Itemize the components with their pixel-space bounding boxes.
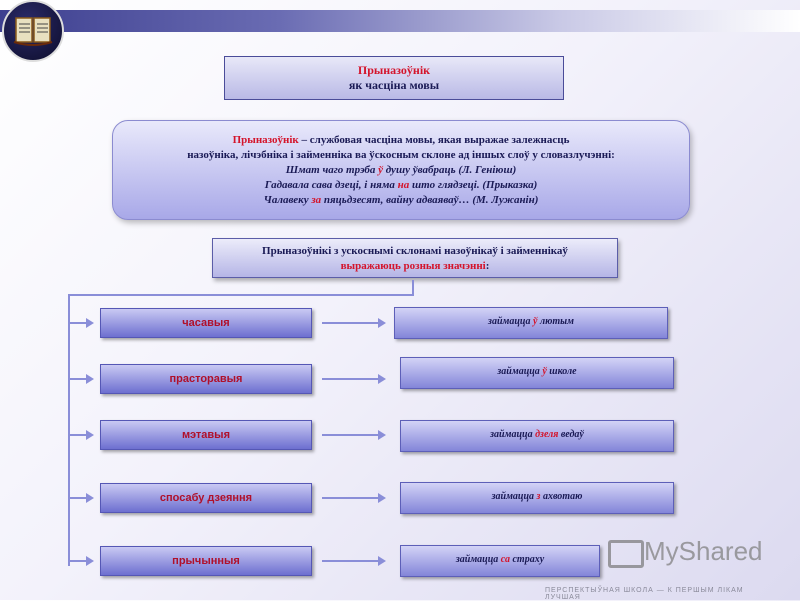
definition-line-1 bbox=[113, 133, 689, 148]
example-box-3-post: ведаў bbox=[558, 429, 584, 440]
page-title bbox=[224, 56, 564, 100]
subheader-line-1: Прыназоўнікі з ускоснымі склонамі назоўнікаў і займеннікаў bbox=[262, 245, 568, 257]
subheader-colon: : bbox=[485, 260, 490, 272]
example-box-2-post: школе bbox=[546, 366, 577, 377]
example-2-pre: Гадавала сава дзеці, і няма bbox=[264, 179, 398, 191]
header-gradient-bar bbox=[0, 10, 800, 32]
example-1 bbox=[113, 163, 689, 178]
link-arrow-5 bbox=[322, 560, 384, 562]
example-box-2-pre: займацца bbox=[497, 366, 543, 377]
example-box-1-pre: займацца bbox=[488, 316, 533, 327]
example-box-1 bbox=[394, 307, 668, 339]
definition-box bbox=[112, 120, 690, 220]
example-1-pre: Шмат чаго трэба bbox=[285, 164, 379, 176]
subheader-line-2 bbox=[213, 259, 617, 274]
connector-horizontal bbox=[68, 294, 414, 296]
example-3-post: пяцьдзесят, вайну адваяваў… (М. Лужанін) bbox=[321, 194, 539, 206]
title-line-2: як часціна мовы bbox=[348, 78, 440, 92]
category-box-5: прычынныя bbox=[100, 546, 312, 576]
watermark-text: MyShared bbox=[644, 536, 763, 566]
example-box-4 bbox=[400, 482, 674, 514]
example-box-5-pre: займацца bbox=[455, 554, 501, 565]
category-box-1: часавыя bbox=[100, 308, 312, 338]
definition-line-2: назоўніка, лічэбніка і займенніка ва ўскосным склоне ад іншых слоў у словазлучэнні: bbox=[187, 149, 615, 161]
example-box-5 bbox=[400, 545, 600, 577]
example-box-4-prep: з bbox=[536, 491, 541, 502]
definition-text-1: – службовая часціна мовы, якая выражае залежнасць bbox=[298, 134, 570, 146]
link-arrow-2 bbox=[322, 378, 384, 380]
subheader-red-text: выражаюць розныя значэнні bbox=[340, 260, 486, 272]
example-box-3-prep: дзеля bbox=[535, 429, 559, 440]
example-box-3-pre: займацца bbox=[490, 429, 536, 440]
book-logo-icon bbox=[2, 0, 64, 62]
example-box-5-post: страху bbox=[509, 554, 545, 565]
example-box-5-prep: са bbox=[500, 554, 510, 565]
example-3 bbox=[113, 193, 689, 208]
link-arrow-1 bbox=[322, 322, 384, 324]
example-box-2 bbox=[400, 357, 674, 389]
link-arrow-3 bbox=[322, 434, 384, 436]
footer-strip: ПЕРСПЕКТЫЎНАЯ ШКОЛА — К ПЕРШЫМ ЛІКАМ ЛУЧШАЯ bbox=[545, 587, 744, 601]
title-line-1: Прыназоўнік bbox=[357, 63, 431, 77]
example-box-1-post: лютым bbox=[537, 316, 574, 327]
example-box-2-prep: ў bbox=[542, 366, 547, 377]
example-2-prep: на bbox=[397, 179, 410, 191]
connector-vertical bbox=[68, 294, 70, 566]
link-arrow-4 bbox=[322, 497, 384, 499]
example-box-3 bbox=[400, 420, 674, 452]
example-2-post: што глядзеці. (Прыказка) bbox=[409, 179, 538, 191]
branch-arrow-4 bbox=[70, 497, 92, 499]
presentation-icon bbox=[608, 540, 644, 568]
example-box-4-post: ахвотаю bbox=[540, 491, 583, 502]
branch-arrow-3 bbox=[70, 434, 92, 436]
category-box-3: мэтавыя bbox=[100, 420, 312, 450]
example-3-prep: за bbox=[311, 194, 322, 206]
example-3-pre: Чалавеку bbox=[263, 194, 312, 206]
subheader-box bbox=[212, 238, 618, 278]
example-2 bbox=[113, 178, 689, 193]
definition-term: Прыназоўнік bbox=[232, 134, 299, 146]
branch-arrow-2 bbox=[70, 378, 92, 380]
example-box-1-prep: ў bbox=[532, 316, 538, 327]
example-1-post: душу ўвабраць (Л. Геніюш) bbox=[383, 164, 517, 176]
branch-arrow-5 bbox=[70, 560, 92, 562]
category-box-2: прасторавыя bbox=[100, 364, 312, 394]
example-box-4-pre: займацца bbox=[491, 491, 537, 502]
example-1-prep: ў bbox=[378, 164, 383, 176]
branch-arrow-1 bbox=[70, 322, 92, 324]
connector-drop bbox=[412, 280, 414, 295]
category-box-4: спосабу дзеяння bbox=[100, 483, 312, 513]
